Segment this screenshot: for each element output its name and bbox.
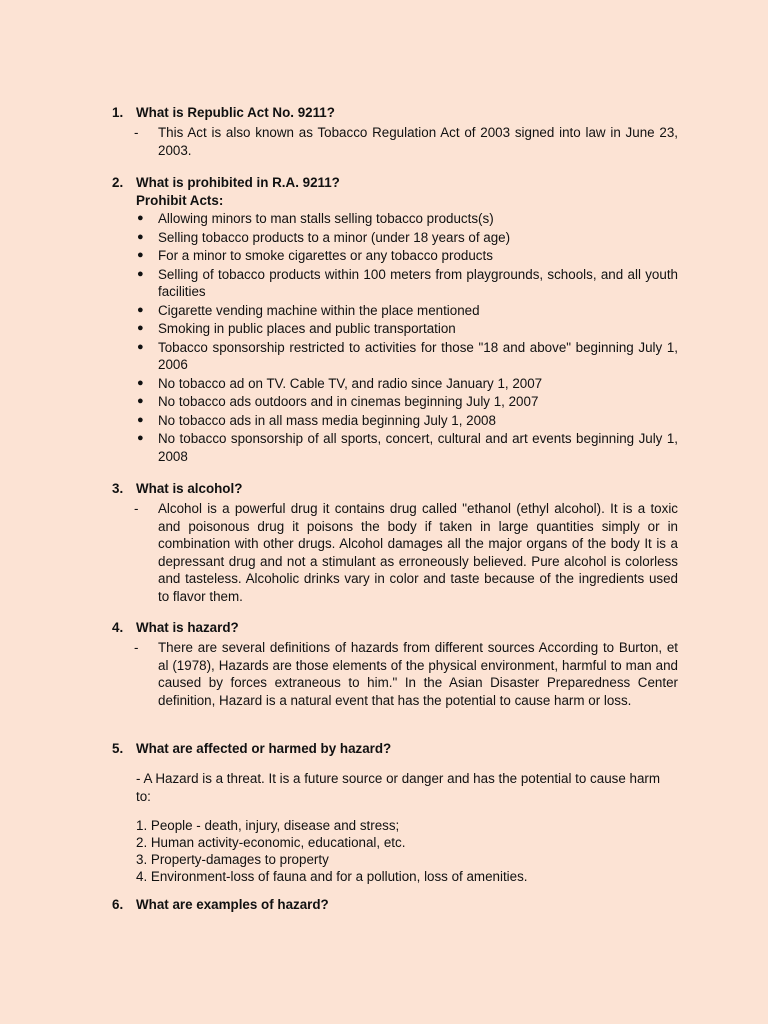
question-number: 4. (112, 620, 124, 635)
answer (112, 124, 678, 159)
dash-marker: - (134, 125, 139, 140)
list-item: ● For a minor to smoke cigarettes or any tobacco products (112, 247, 678, 265)
list-item: ● No tobacco ads outdoors and in cinemas beginning July 1, 2007 (112, 393, 678, 411)
list-item: ● No tobacco ad on TV. Cable TV, and radio since January 1, 2007 (112, 375, 678, 393)
harm-list (112, 817, 678, 885)
question-heading (112, 173, 678, 192)
list-item: 3. Property-damages to property (136, 852, 329, 867)
prohibited-acts-subheading: Prohibit Acts: (136, 193, 224, 208)
bullet-icon: ● (137, 395, 144, 407)
answer-text: There are several definitions of hazards from different sources According to Burton, et al (1978), Hazards are those elements of the physical environment, harmful to man and caused by forces extraneous to him." In the Asian Disaster Preparedness Center definition, Hazard is a natural event that has the potential to cause harm or loss. (158, 640, 678, 708)
list-item: ● No tobacco ads in all mass media beginning July 1, 2008 (112, 412, 678, 430)
question-heading (112, 479, 678, 498)
list-item: ● Selling tobacco products to a minor (under 18 years of age) (112, 229, 678, 247)
bullet-icon: ● (137, 267, 144, 280)
question-2 (112, 173, 678, 466)
question-title: What is Republic Act No. 9211? (136, 105, 335, 120)
answer (112, 500, 678, 605)
bullet-icon: ● (137, 413, 144, 426)
question-heading (112, 103, 678, 122)
bullet-icon: ● (137, 376, 144, 389)
answer (112, 639, 678, 709)
list-item: ● Smoking in public places and public transportation (112, 320, 678, 338)
question-3 (112, 479, 678, 605)
question-title: What is prohibited in R.A. 9211? (136, 175, 340, 190)
question-title: What is hazard? (136, 620, 239, 635)
answer-text: Alcohol is a powerful drug it contains drug called "ethanol (ethyl alcohol). It is a toxic and poisonous drug it poisons the body if taken in large quantities simply or in combination with other drugs. Alcohol damages all the major organs of the body It is a depressant drug and not a stimulant as erroneously believed. Pure alcohol is colorless and tasteless. Alcoholic drinks vary in color and taste because of the ingredients used to flavor them. (158, 501, 678, 604)
list-item: ● Selling of tobacco products within 100 meters from playgrounds, schools, and all youth facilities (112, 266, 678, 301)
question-number: 3. (112, 481, 124, 496)
dash-marker: - (134, 501, 139, 516)
question-4 (112, 618, 678, 709)
question-number: 1. (112, 105, 124, 120)
list-item: ● Tobacco sponsorship restricted to activities for those "18 and above" beginning July 1, 2006 (112, 339, 678, 374)
prohibited-acts-list (112, 210, 678, 465)
question-title: What are affected or harmed by hazard? (136, 741, 392, 756)
question-number: 5. (112, 741, 124, 756)
question-6 (112, 895, 678, 914)
dash-marker: - (134, 640, 139, 655)
question-title: What are examples of hazard? (136, 897, 329, 912)
list-item: 4. Environment-loss of fauna and for a pollution, loss of amenities. (136, 869, 528, 884)
bullet-icon: ● (137, 230, 144, 243)
list-item: ● Cigarette vending machine within the place mentioned (112, 302, 678, 320)
question-heading (112, 739, 678, 758)
question-number: 2. (112, 175, 124, 190)
question-title: What is alcohol? (136, 481, 243, 496)
question-heading (112, 895, 678, 914)
list-item: ● Allowing minors to man stalls selling tobacco products(s) (112, 210, 678, 228)
bullet-icon: ● (137, 212, 144, 224)
question-1 (112, 103, 678, 159)
answer-text: This Act is also known as Tobacco Regulation Act of 2003 signed into law in June 23, 2003. (158, 125, 678, 158)
list-item: 1. People - death, injury, disease and stress; (136, 818, 400, 833)
question-heading (112, 618, 678, 637)
hazard-threat-paragraph: - A Hazard is a threat. It is a future source or danger and has the potential to cause harm to: (136, 771, 661, 804)
bullet-icon: ● (137, 322, 144, 334)
bullet-icon: ● (137, 432, 144, 444)
question-5 (112, 739, 678, 885)
list-item: 2. Human activity-economic, educational, etc. (136, 835, 406, 850)
bullet-icon: ● (137, 303, 144, 316)
bullet-icon: ● (137, 340, 144, 353)
bullet-icon: ● (137, 249, 144, 261)
question-number: 6. (112, 897, 124, 912)
list-item: ● No tobacco sponsorship of all sports, concert, cultural and art events beginning July 1, 2008 (112, 430, 678, 465)
